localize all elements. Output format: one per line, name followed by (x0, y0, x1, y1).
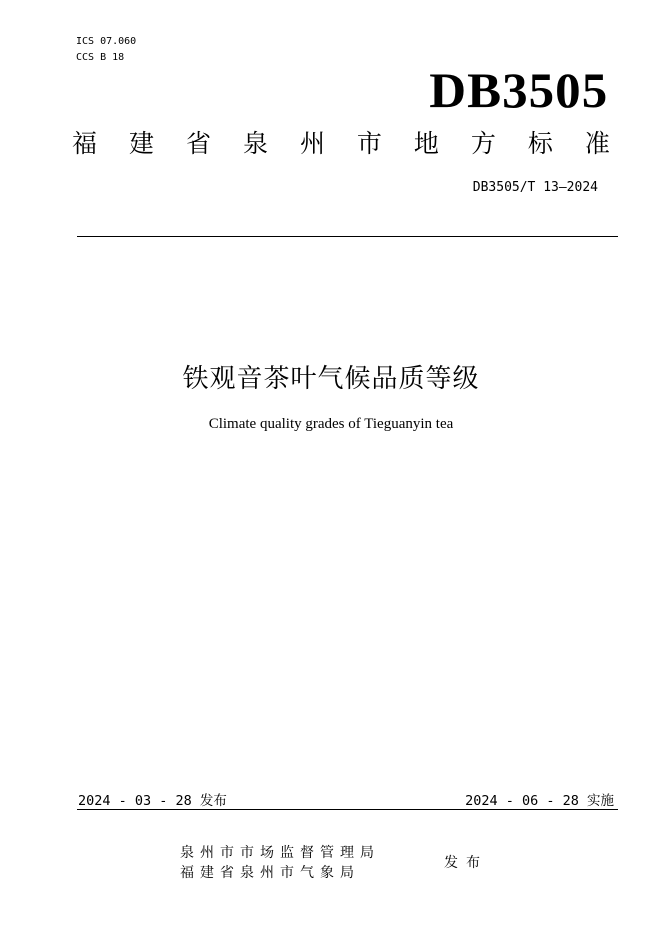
document-title-chinese: 铁观音茶叶气候品质等级 (182, 364, 480, 394)
standard-type-char: 方 (470, 129, 496, 158)
standard-type-char: 市 (356, 129, 382, 158)
document-title-english: Climate quality grades of Tieguanyin tea (208, 416, 454, 432)
issuer-meteorological-bureau: 福建省泉州市气象局 (180, 865, 360, 881)
standard-number: DB3505/T 13—2024 (472, 180, 598, 195)
standard-type-char: 省 (185, 129, 211, 158)
standard-type-char: 泉 (242, 129, 268, 158)
classification-codes (76, 34, 136, 66)
standard-type-char: 建 (128, 129, 154, 158)
ics-code: ICS 07.060 (76, 36, 137, 47)
standard-type-char: 福 (72, 129, 98, 158)
standard-code-logo (428, 62, 608, 118)
standard-code-text: DB3505 (428, 62, 608, 118)
footer-divider (77, 809, 618, 810)
issuer-market-regulation: 泉州市市场监督管理局 (180, 845, 380, 861)
issue-label: 发布 (444, 855, 488, 871)
standard-type-char: 州 (299, 129, 325, 158)
standard-type-char: 地 (413, 129, 439, 158)
ccs-code: CCS B 18 (76, 52, 125, 63)
standard-type-char: 标 (527, 129, 553, 158)
publish-date: 2024 - 03 - 28 发布 (78, 793, 227, 809)
standard-type-heading (72, 126, 610, 162)
header-divider (77, 236, 618, 237)
standard-type-char: 准 (584, 129, 610, 158)
issuing-authorities (180, 843, 380, 883)
implement-date: 2024 - 06 - 28 实施 (465, 793, 614, 809)
